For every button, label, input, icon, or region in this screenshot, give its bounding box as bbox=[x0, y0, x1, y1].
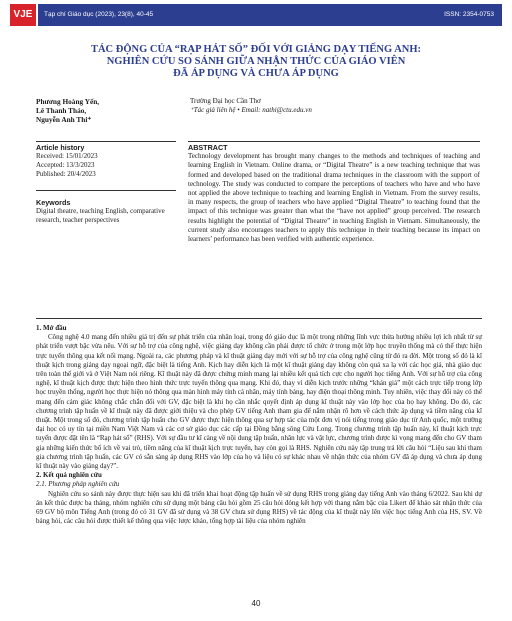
section-heading: 2. Kết quả nghiên cứu bbox=[36, 471, 102, 480]
author-2: Lê Thanh Thảo, bbox=[36, 106, 87, 115]
body-text bbox=[36, 324, 482, 526]
title-line-3: ĐÃ ÁP DỤNG VÀ CHƯA ÁP DỤNG bbox=[173, 68, 339, 79]
affiliation bbox=[190, 97, 490, 115]
published-date: Published: 20/4/2023 bbox=[36, 170, 96, 178]
divider bbox=[36, 190, 176, 191]
subsection-heading: 2.1. Phương pháp nghiên cứu bbox=[36, 480, 120, 489]
journal-header-bar bbox=[38, 4, 502, 26]
paragraph: Nghiên cứu so sánh này được thực hiện sau khi đã triển khai hoạt động tập huấn về sử dụng RHS trong giảng dạy tiếng Anh vào tháng 6/2022. Sau khi dự án kết thúc được ba tháng, nhóm nghiên cứu sử dụng một bảng câu hỏi gồm 25 câu hỏi đóng kết hợp với thang nắm bậc của Likert để khảo sát nhận thức của 69 GV bộ môn Tiếng Anh (trong đó có 31 GV đã sử dụng và 38 GV chưa sử dụng RHS) về tác động của kĩ thuật này lên việc học tiếng Anh của HS, SV. Về bảng hỏi, các câu hỏi được thiết kế thông qua việc lược khảo, tổng hợp tài liệu của nhóm nghiên bbox=[36, 489, 482, 526]
keywords-heading: Keywords bbox=[36, 198, 71, 207]
keywords bbox=[36, 198, 176, 225]
divider bbox=[36, 318, 482, 319]
journal-header bbox=[0, 4, 512, 26]
accepted-date: Accepted: 13/3/2023 bbox=[36, 161, 95, 169]
paper-title bbox=[30, 44, 482, 80]
institution: Trường Đại học Cần Thơ bbox=[190, 97, 261, 105]
corresponding-contact: ⁺Tác giả liên hệ • Email: nathi@ctu.edu.vn bbox=[190, 106, 312, 114]
author-3: Nguyễn Anh Thi⁺ bbox=[36, 115, 92, 124]
issn: ISSN: 2354-0753 bbox=[444, 11, 494, 18]
divider bbox=[188, 141, 480, 142]
divider bbox=[36, 141, 176, 142]
author-1: Phương Hoàng Yến, bbox=[36, 97, 100, 106]
author-list bbox=[36, 97, 166, 124]
received-date: Received: 15/01/2023 bbox=[36, 152, 98, 160]
title-line-1: TÁC ĐỘNG CỦA “RẠP HÁT SỐ” ĐỐI VỚI GIẢNG DẠY TIẾNG ANH: bbox=[90, 44, 422, 55]
journal-citation: Tạp chí Giáo dục (2023), 23(8), 40-45 bbox=[44, 11, 154, 18]
abstract bbox=[188, 143, 480, 244]
section-heading: 1. Mở đầu bbox=[36, 324, 67, 332]
abstract-heading: ABSTRACT bbox=[188, 143, 228, 152]
article-history-heading: Article history bbox=[36, 143, 85, 152]
keywords-text: Digital theatre, teaching English, comparative research, teacher perspectives bbox=[36, 207, 165, 224]
journal-logo: VJE bbox=[10, 4, 36, 26]
page-number: 40 bbox=[251, 599, 261, 608]
paragraph: Công nghệ 4.0 mang đến nhiều giá trị đến sự phát triển của nhân loại, trong đó giáo dục là một trong những lĩnh vực thừa hưởng nhiều lợi ích nhất từ sự phát triển vượt bậc vừa nêu. Với sự hỗ trợ của công nghệ, việc giảng dạy không cần phải được tổ chức ở trong một lớp học truyền thống mà có thể thực hiện trực tuyến thông qua kết nối mạng. Ngoài ra, các phương pháp và kĩ thuật giảng dạy mới với sự hỗ trợ của công nghệ cũng từ đó ra đời. Một trong số đó là kĩ thuật kịch trong giảng dạy ngoại ngữ, đặc biệt là tiếng Anh. Kịch hay diễn kịch là một kĩ thuật giảng dạy không còn quá xa lạ với các học giả, nhà giáo dục trên toàn thế giới và ở Việt Nam nói riêng. Kĩ thuật này đã được chứng minh mang lại nhiều kết quả tích cực cho người học tiếng Anh. Với sự hỗ trợ của công nghệ, kĩ thuật kịch được thực hiện theo hình thức trực tuyến thông qua mạng. Khi đó, thay vì diễn kịch trước những “khán giả” một cách trực tiếp trong lớp học truyền thống, người học thực hiện nó thông qua màn hình máy tính cá nhân, máy tính bảng, hay điện thoại thông minh. Tuy nhiên, việc thay đổi này có thể mang đến cảm giác không chắc chắn đối với GV, đặc biệt là khi họ cần nhắc quyết định áp dụng kĩ thuật này vào lớp học của họ hay không. Do đó, các chương trình tập huấn về kĩ thuật này đã được giới thiệu và cho phép GV tiếng Anh tham gia để nắm nhận rõ hơn về cách thức áp dụng và tiềm năng của kĩ thuật. Một trong số đó, chương trình tập huấn cho GV được thực hiện thông qua sự hợp tác của một đơn vị nói tiếng trong giáo dục từ Anh quốc, một trường đại học có uy tín tại miền Nam Việt Nam và các cơ sở giáo dục các cấp tại Đồng bằng sông Cửu Long. Trong chương trình tập huấn này, kĩ thuật kịch trực tuyến được đặt tên là “Rạp hát số” (RHS). Với sự đầu tư kĩ càng về nội dung tập huấn, nhân lực và vật lực, chương trình được kì vọng mang đến cho GV tham gia những kiến thức bổ ích về vai trò, tiềm năng của kĩ thuật kịch trực tuyến, hay còn gọi là RHS. Nghiên cứu này tập trung trả lời câu hỏi “Liệu sau khi tham gia chương trình tập huấn, các GV có sẵn sàng áp dụng RHS vào lớp của họ và liệu có sự khác nhau về nhận thức của nhóm GV đã áp dụng và chưa áp dụng kĩ thuật này vào giảng dạy?”. bbox=[36, 333, 482, 471]
abstract-text: Technology development has brought many changes to the methods and techniques of teaching and learning English in Vietnam. Online drama, or “Digital Theatre” is a new teaching technique that was formed and developed based on the traditional drama techniques in the classroom with the support of technology. The study was conducted to compare the perceptions of teachers who have and who have not applied the above technique to teaching and learning English in Vietnam. From the survey results, in many respects, the group of teachers who have applied “Digital Theatre” to teaching found that the impact of this technique was greater than what the “have not applied” group perceived. The research results highlight the potential of “Digital Theatre” in teaching English in Vietnam. Simultaneously, the current study also encourages teachers to apply this technique in their teaching because its impact on learners’ performance has been verified with authentic experience. bbox=[188, 152, 480, 244]
title-line-2: NGHIÊN CỨU SO SÁNH GIỮA NHẬN THỨC CỦA GIÁO VIÊN bbox=[106, 56, 406, 67]
article-history bbox=[36, 143, 176, 179]
